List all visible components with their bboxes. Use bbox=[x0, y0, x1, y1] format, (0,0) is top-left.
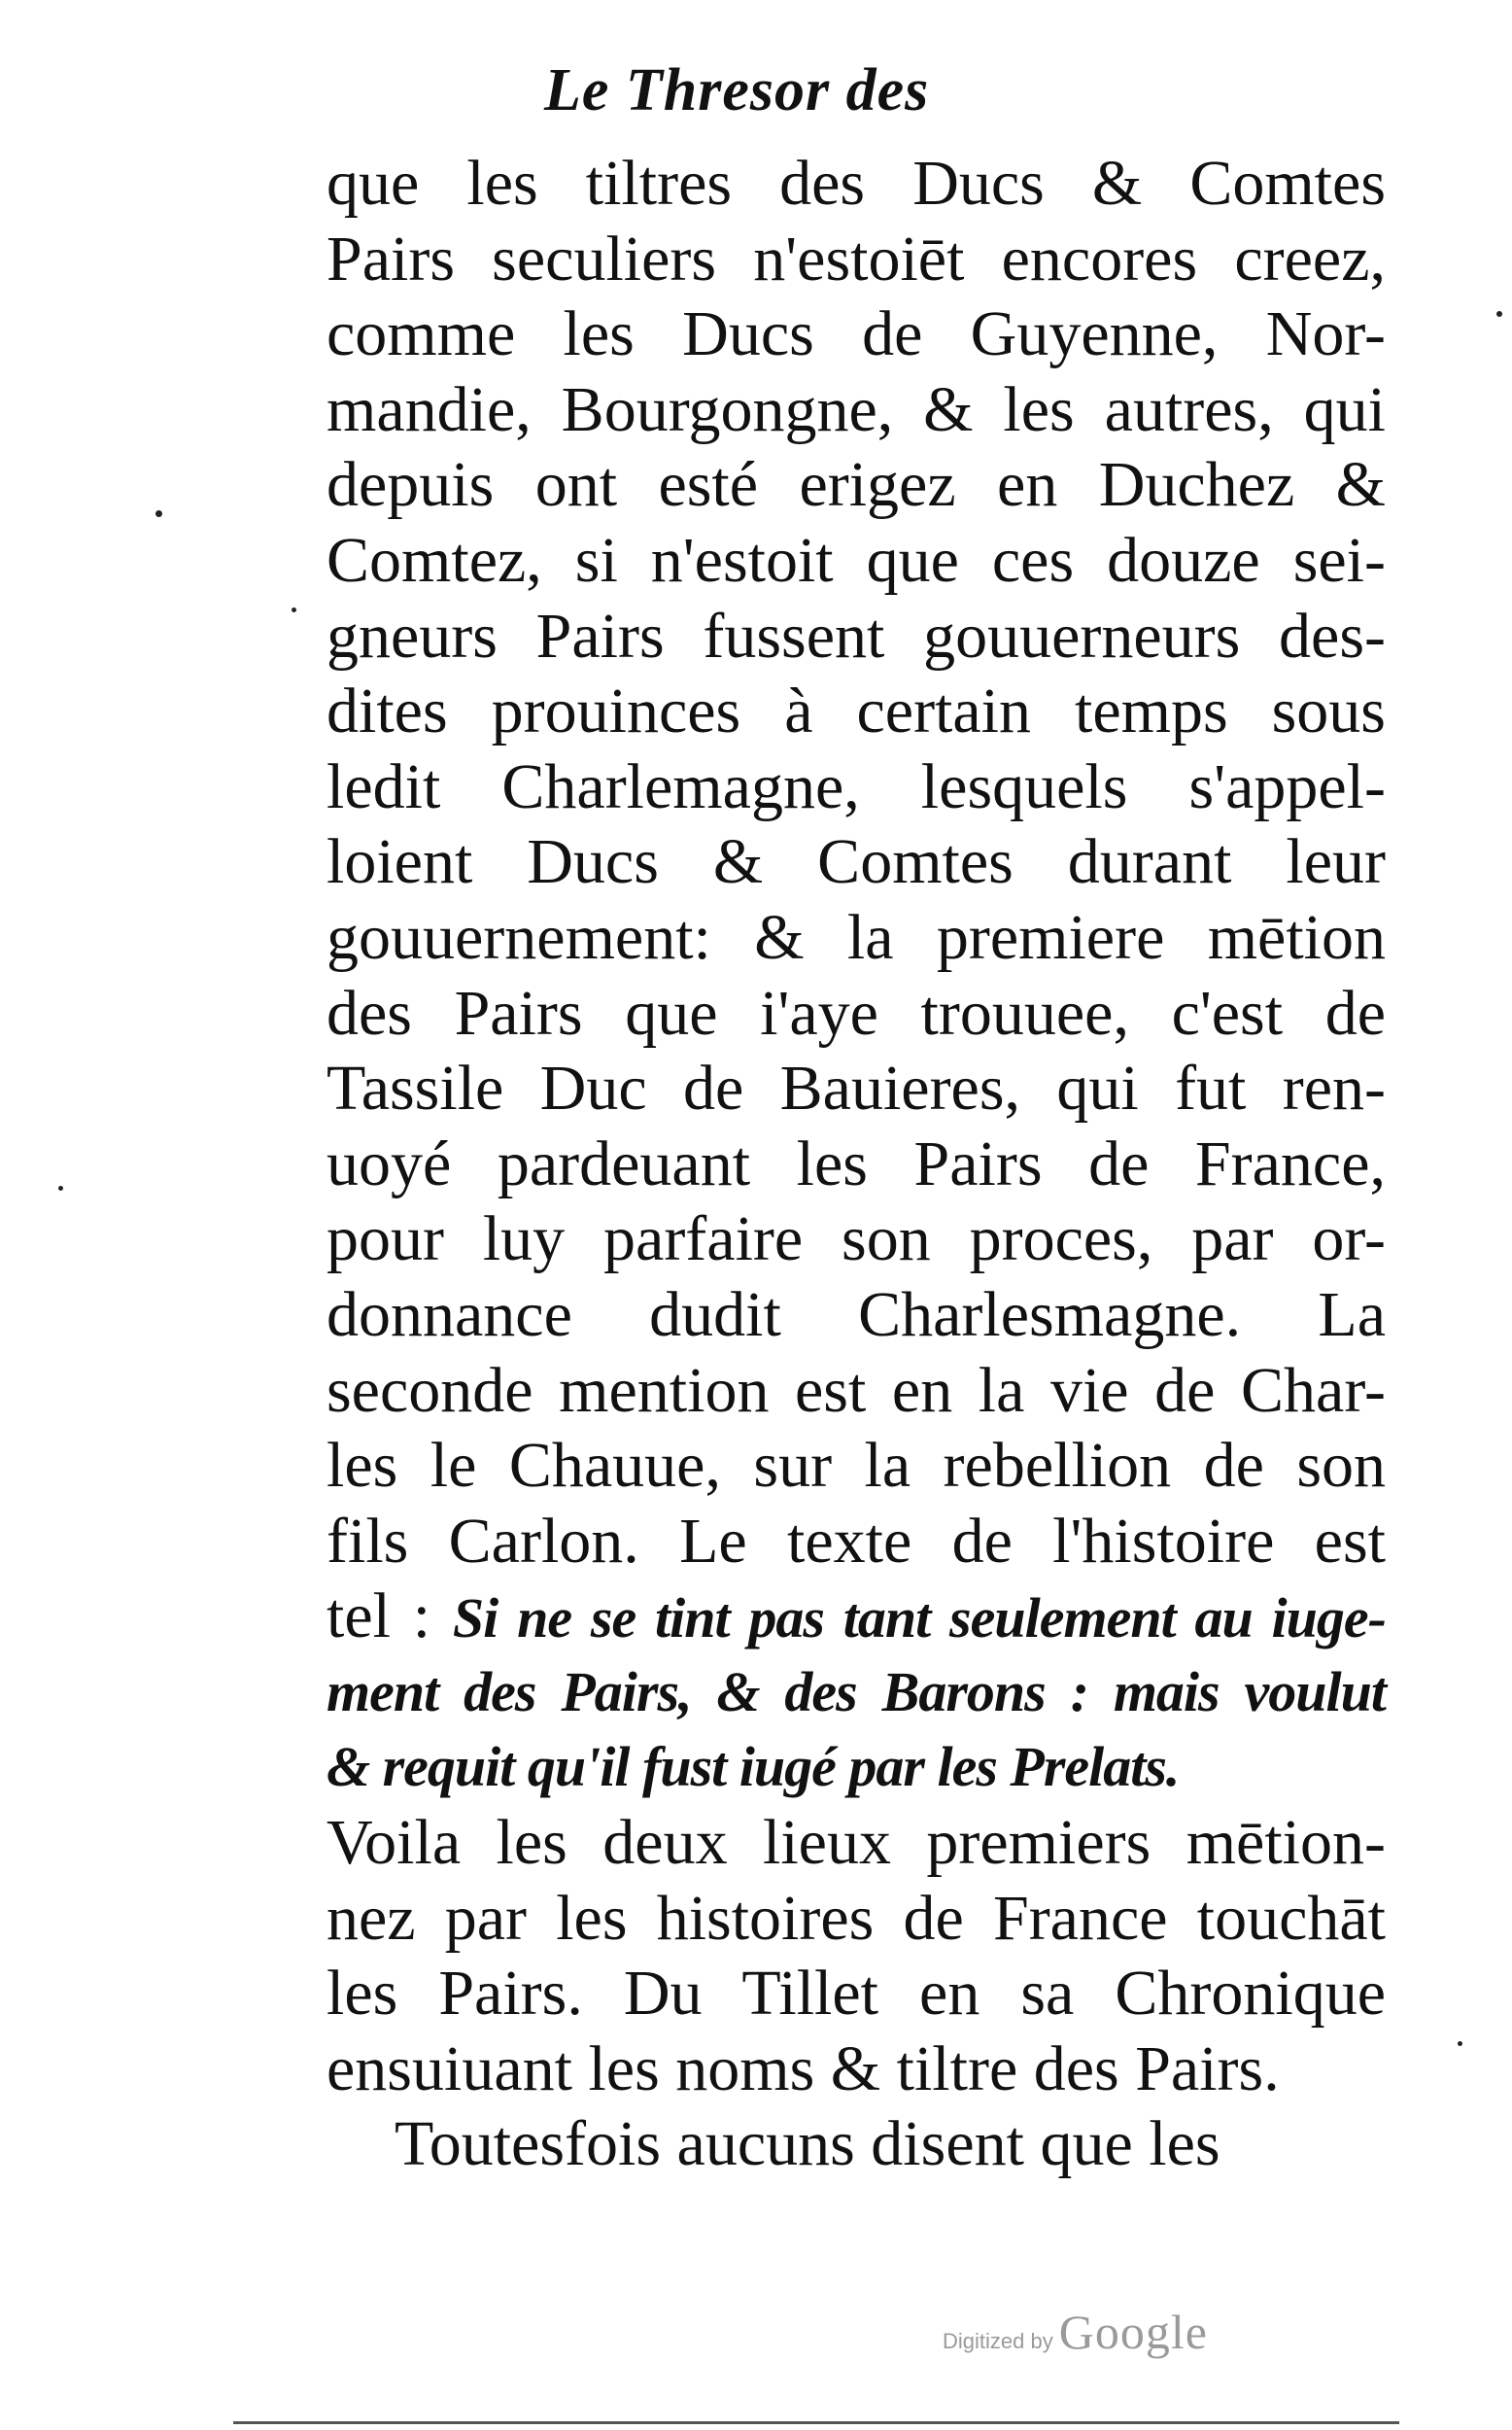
text-line: fils Carlon. Le texte de l'histoire est bbox=[326, 1505, 1386, 1577]
watermark-logo: Google bbox=[1058, 2305, 1208, 2359]
text-line: loient Ducs & Comtes durant leur bbox=[326, 826, 1386, 898]
text-line: des Pairs que i'aye trouuee, c'est de bbox=[326, 977, 1386, 1049]
text-line-mixed bbox=[326, 1579, 1386, 1654]
running-head: Le Thresor des bbox=[544, 57, 930, 123]
text-line: donnance dudit Charlesmagne. La bbox=[326, 1278, 1386, 1350]
scan-speck bbox=[58, 1186, 63, 1191]
text-line: Comtez, si n'estoit que ces douze sei- bbox=[326, 524, 1386, 596]
quotation-italic-segment: Si ne se tint pas tant seulement au iuge- bbox=[452, 1586, 1386, 1650]
text-line: les Pairs. Du Tillet en sa Chronique bbox=[326, 1958, 1386, 2030]
text-line: les le Chauue, sur la rebellion de son bbox=[326, 1430, 1386, 1502]
watermark-small-text: Digitized by bbox=[943, 2329, 1053, 2353]
text-line: gneurs Pairs fussent gouuerneurs des- bbox=[326, 600, 1386, 672]
scan-bottom-edge bbox=[233, 2421, 1399, 2424]
text-line: ledit Charlemagne, lesquels s'appel- bbox=[326, 750, 1386, 822]
text-line: seconde mention est en la vie de Char- bbox=[326, 1354, 1386, 1426]
text-line: gouuernement: & la premiere mētion bbox=[326, 901, 1386, 973]
scan-speck bbox=[292, 608, 296, 612]
text-line: pour luy parfaire son proces, par or- bbox=[326, 1203, 1386, 1275]
quotation-line: & requit qu'il fust iugé par les Prelats. bbox=[326, 1735, 1180, 1799]
text-line: Pairs seculiers n'estoiēt encores creez, bbox=[326, 223, 1386, 295]
text-line: uoyé pardeuant les Pairs de France, bbox=[326, 1128, 1386, 1199]
text-line: depuis ont esté erigez en Duchez & bbox=[326, 449, 1386, 521]
text-line: nez par les histoires de France touchāt bbox=[326, 1882, 1386, 1954]
text-line: mandie, Bourgongne, & les autres, qui bbox=[326, 373, 1386, 445]
text-line: Voila les deux lieux premiers mētion- bbox=[326, 1807, 1386, 1879]
scan-speck bbox=[1496, 311, 1502, 317]
digitization-watermark bbox=[943, 2304, 1208, 2362]
scan-speck bbox=[155, 510, 162, 517]
body-text bbox=[326, 146, 1386, 2182]
text-line: dites prouinces à certain temps sous bbox=[326, 676, 1386, 747]
scan-speck bbox=[1458, 2041, 1462, 2046]
text-line: ensuiuant les noms & tiltre des Pairs. bbox=[326, 2032, 1280, 2104]
text-line: comme les Ducs de Guyenne, Nor- bbox=[326, 298, 1386, 370]
text-line: que les tiltres des Ducs & Comtes bbox=[326, 148, 1386, 219]
text-roman-segment: tel : bbox=[326, 1580, 453, 1652]
text-line: Toutesfois aucuns disent que les bbox=[395, 2108, 1220, 2180]
text-line: Tassile Duc de Bauieres, qui fut ren- bbox=[326, 1053, 1386, 1125]
quotation-line: ment des Pairs, & des Barons : mais voulut bbox=[326, 1659, 1386, 1723]
